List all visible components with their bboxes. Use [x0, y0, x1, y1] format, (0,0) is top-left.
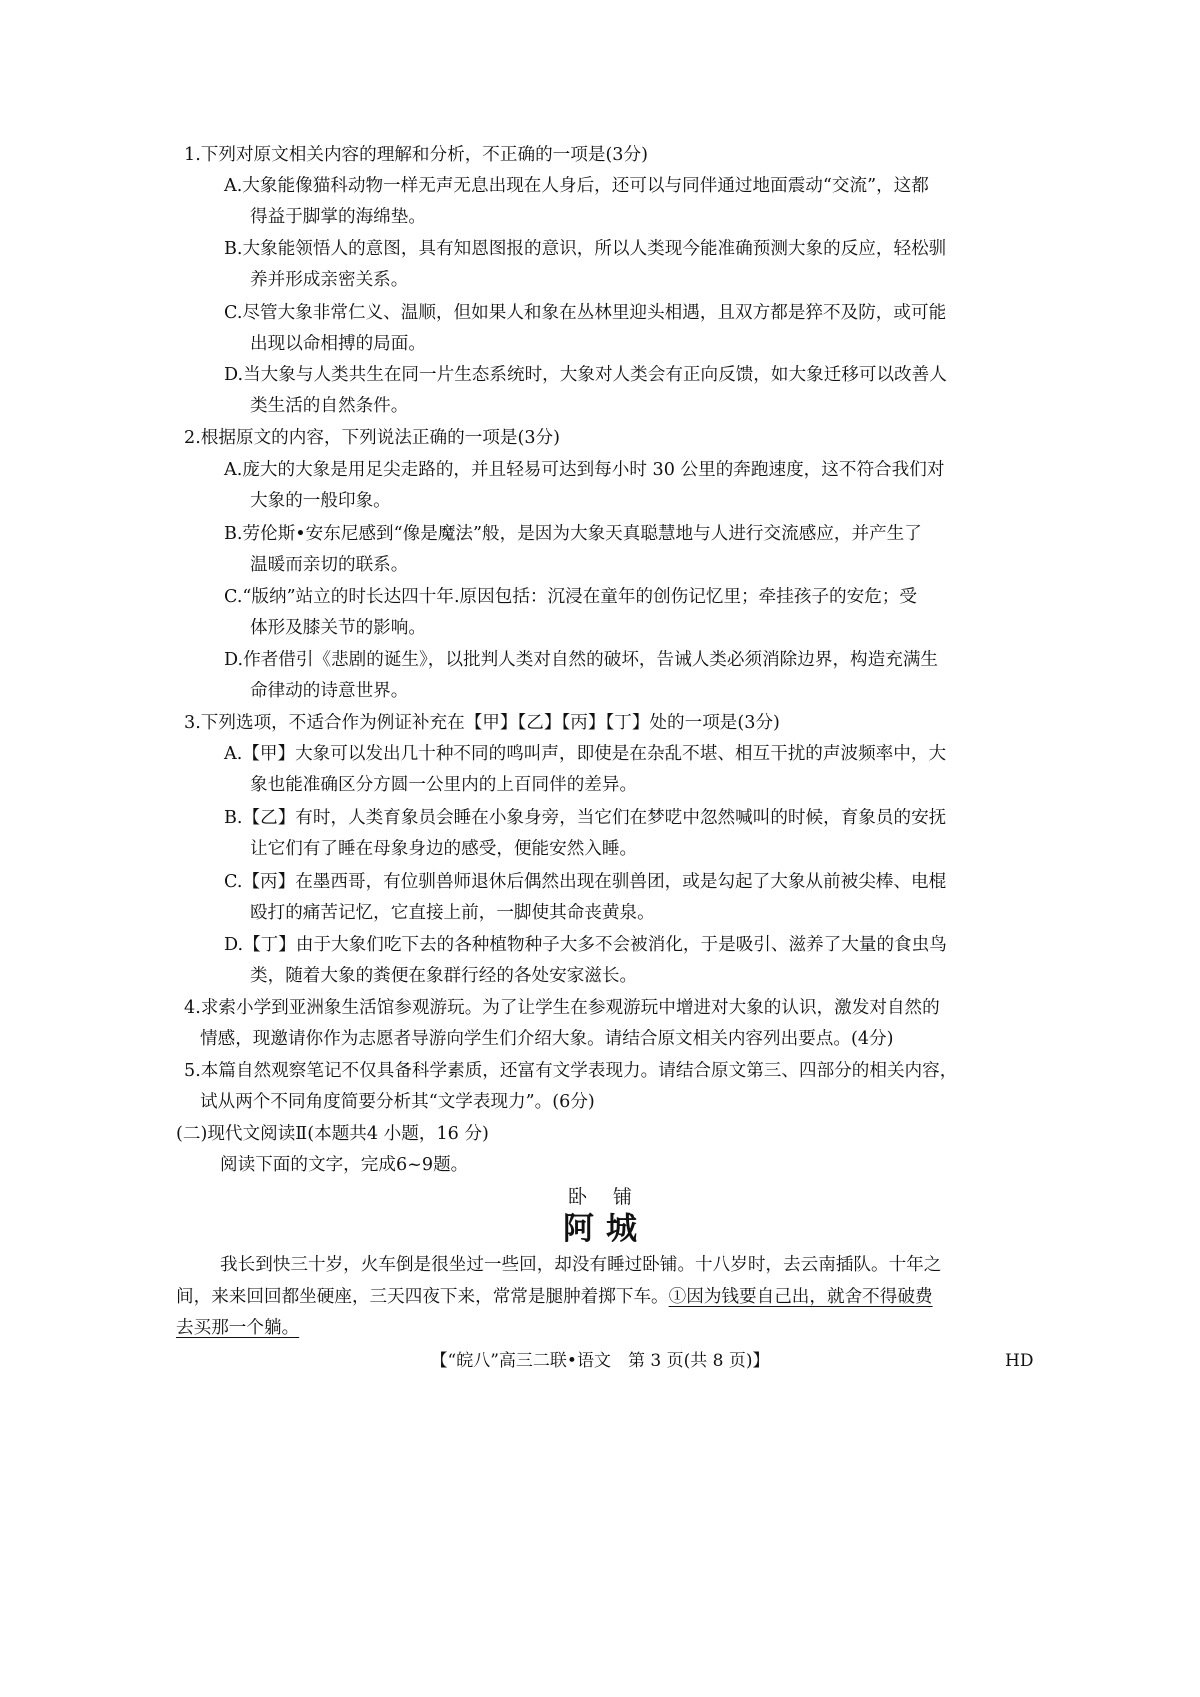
underlined-sentence-part2: 去买那一个躺。	[176, 1318, 300, 1338]
story-author: 阿城	[563, 1211, 649, 1247]
q2-option-a-line1: A.庞大的大象是用足尖走路的，并且轻易可达到每小时 30 公里的奔跑速度，这不符合我们对	[224, 460, 945, 480]
q2-option-a-line2: 大象的一般印象。	[250, 491, 391, 511]
q3-option-d-line1: D.【丁】由于大象们吃下去的各种植物种子大多不会被消化，于是吸引、滋养了大量的食虫鸟	[224, 935, 947, 955]
footer-code: HD	[1005, 1351, 1034, 1371]
q3-option-a-line1: A.【甲】大象可以发出几十种不同的鸣叫声，即使是在杂乱不堪、相互干扰的声波频率中，大	[224, 744, 947, 764]
section-heading: (二)现代文阅读Ⅱ(本题共4 小题，16 分)	[176, 1124, 489, 1144]
section-instruction: 阅读下面的文字，完成6~9题。	[220, 1155, 469, 1175]
q1-stem: 1.下列对原文相关内容的理解和分析，不正确的一项是(3分)	[184, 145, 648, 165]
q4-line2: 情感，现邀请你作为志愿者导游向学生们介绍大象。请结合原文相关内容列出要点。(4分)	[200, 1029, 894, 1049]
q1-option-a-line2: 得益于脚掌的海绵垫。	[250, 207, 426, 227]
story-title: 卧铺	[567, 1186, 658, 1208]
story-paragraph-line3	[176, 1320, 299, 1338]
q2-option-b-line2: 温暖而亲切的联系。	[250, 555, 409, 575]
q1-option-a-line1: A.大象能像猫科动物一样无声无息出现在人身后，还可以与同伴通过地面震动“交流”，这都	[224, 176, 929, 196]
page-footer: 【“皖八”高三二联•语文 第 3 页(共 8 页)】	[430, 1351, 770, 1371]
q3-option-d-line2: 类，随着大象的粪便在象群行经的各处安家滋长。	[250, 966, 638, 986]
q1-option-b-line2: 养并形成亲密关系。	[250, 270, 409, 290]
q2-option-c-line2: 体形及膝关节的影响。	[250, 618, 426, 638]
story-paragraph-line2-text: 间，来来回回都坐硬座，三天四夜下来，常常是腿肿着掷下车。	[176, 1287, 669, 1307]
q2-option-c-line1: C.“版纳”站立的时长达四十年.原因包括：沉浸在童年的创伤记忆里；牵挂孩子的安危；受	[224, 587, 917, 607]
q1-option-c-line2: 出现以命相搏的局面。	[250, 334, 426, 354]
q2-option-d-line1: D.作者借引《悲剧的诞生》，以批判人类对自然的破坏，告诫人类必须消除边界，构造充满生	[224, 650, 939, 670]
q3-stem: 3.下列选项，不适合作为例证补充在【甲】【乙】【丙】【丁】处的一项是(3分)	[184, 713, 780, 733]
q1-option-c-line1: C.尽管大象非常仁义、温顺，但如果人和象在丛林里迎头相遇，且双方都是猝不及防，或可能	[224, 303, 947, 323]
q2-stem: 2.根据原文的内容，下列说法正确的一项是(3分)	[184, 428, 560, 448]
underlined-sentence-part1: ①因为钱要自己出，就舍不得破费	[668, 1287, 933, 1307]
story-paragraph-line1: 我长到快三十岁，火车倒是很坐过一些回，却没有睡过卧铺。十八岁时，去云南插队。十年之	[220, 1255, 942, 1275]
q3-option-c-line2: 殴打的痛苦记忆，它直接上前，一脚使其命丧黄泉。	[250, 903, 655, 923]
q4-line1: 4.求索小学到亚洲象生活馆参观游玩。为了让学生在参观游玩中增进对大象的认识，激发对自然的	[184, 998, 940, 1018]
q3-option-c-line1: C.【丙】在墨西哥，有位驯兽师退休后偶然出现在驯兽团，或是勾起了大象从前被尖棒、电棍	[224, 872, 947, 892]
q2-option-d-line2: 命律动的诗意世界。	[250, 681, 409, 701]
q1-option-d-line1: D.当大象与人类共生在同一片生态系统时，大象对人类会有正向反馈，如大象迁移可以改善人	[224, 365, 947, 385]
q5-line2: 试从两个不同角度简要分析其“文学表现力”。(6分)	[200, 1092, 595, 1112]
q1-option-d-line2: 类生活的自然条件。	[250, 396, 409, 416]
q3-option-b-line1: B.【乙】有时，人类育象员会睡在小象身旁，当它们在梦呓中忽然喊叫的时候，育象员的安抚	[224, 808, 947, 828]
q2-option-b-line1: B.劳伦斯•安东尼感到“像是魔法”般，是因为大象天真聪慧地与人进行交流感应，并产生了	[224, 524, 922, 544]
q1-option-b-line1: B.大象能领悟人的意图，具有知恩图报的意识，所以人类现今能准确预测大象的反应，轻松驯	[224, 239, 947, 259]
q5-line1: 5.本篇自然观察笔记不仅具备科学素质，还富有文学表现力。请结合原文第三、四部分的相关内容，	[184, 1061, 958, 1081]
q3-option-a-line2: 象也能准确区分方圆一公里内的上百同伴的差异。	[250, 775, 638, 795]
story-paragraph-line2	[176, 1289, 933, 1307]
q3-option-b-line2: 让它们有了睡在母象身边的感受，便能安然入睡。	[250, 839, 638, 859]
